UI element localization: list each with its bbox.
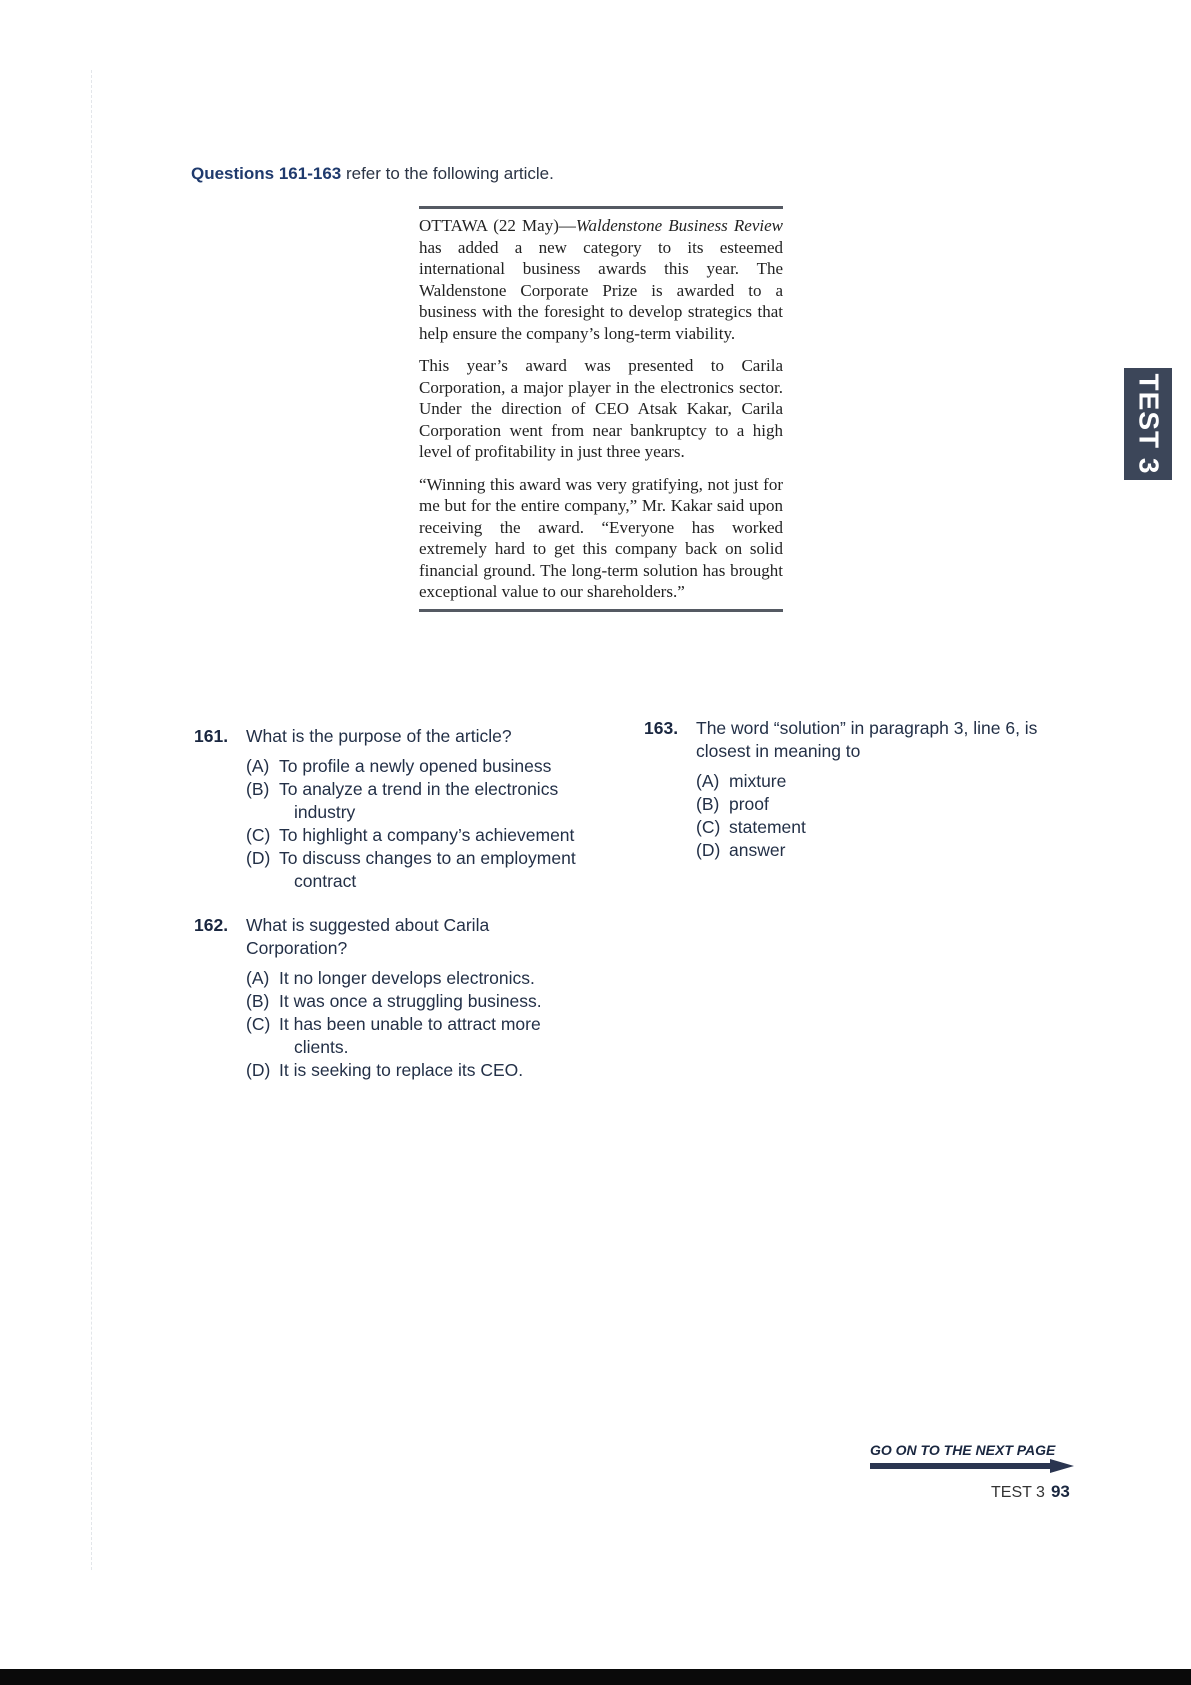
option-text: mixture — [729, 771, 787, 791]
option-text: It is seeking to replace its CEO. — [279, 1060, 524, 1080]
question-number: 163. — [644, 718, 679, 738]
answer-options — [696, 770, 1084, 862]
answer-option[interactable] — [696, 839, 1084, 862]
intro-text: refer to the following article. — [341, 164, 554, 183]
answer-options — [246, 967, 594, 1082]
option-label: (A) — [246, 968, 270, 988]
option-label: (B) — [246, 991, 270, 1011]
question-number: 161. — [194, 726, 229, 746]
answer-options — [246, 755, 614, 893]
answer-option[interactable] — [246, 847, 614, 893]
next-page-arrow-icon — [870, 1459, 1074, 1473]
answer-option[interactable] — [246, 967, 594, 990]
footer-test-label: TEST 3 — [991, 1484, 1045, 1501]
answer-option[interactable] — [246, 990, 594, 1013]
option-text: To discuss changes to an employment contract — [279, 848, 576, 891]
article — [419, 206, 783, 612]
answer-option[interactable] — [246, 1013, 594, 1059]
article-publication: Waldenstone Business Review — [575, 216, 783, 235]
test-side-tab — [1124, 368, 1172, 480]
question-stem: What is the purpose of the article? — [246, 726, 512, 746]
article-paragraph-2: This year’s award was presented to Carila Corporation, a major player in the electronics sector. Under the direction of CEO Atsak Kakar, Carila Corporation went from near bankruptcy to a high level of profitability in just three years. — [419, 356, 783, 461]
go-on-next-page-label: GO ON TO THE NEXT PAGE — [870, 1442, 1056, 1458]
page-footer — [991, 1482, 1070, 1502]
option-text: statement — [729, 817, 806, 837]
option-text: To analyze a trend in the electronics industry — [279, 779, 559, 822]
answer-option[interactable] — [246, 755, 614, 778]
article-p1-text: has added a new category to its esteemed international business awards this year. The Waldenstone Corporate Prize is awarded to a business with the foresight to develop strategics that help ensure the company’s long-term viability. — [419, 237, 783, 343]
option-label: (A) — [696, 771, 720, 791]
option-label: (D) — [696, 840, 721, 860]
question-162 — [194, 914, 594, 1082]
option-text: To highlight a company’s achievement — [279, 825, 575, 845]
option-label: (C) — [246, 1014, 271, 1034]
option-label: (B) — [696, 794, 720, 814]
option-text: It has been unable to attract more clients. — [279, 1014, 541, 1057]
answer-option[interactable] — [696, 793, 1084, 816]
answer-option[interactable] — [696, 770, 1084, 793]
article-paragraph-1 — [419, 215, 783, 344]
option-text: It no longer develops electronics. — [279, 968, 535, 988]
article-dateline: OTTAWA (22 May)— — [419, 216, 576, 235]
question-stem: The word “solution” in paragraph 3, line 6, is closest in meaning to — [696, 718, 1038, 761]
answer-option[interactable] — [696, 816, 1084, 839]
question-number: 162. — [194, 915, 229, 935]
question-stem: What is suggested about Carila Corporation? — [246, 915, 490, 958]
option-text: proof — [729, 794, 769, 814]
answer-option[interactable] — [246, 1059, 594, 1082]
question-163 — [644, 717, 1084, 862]
option-text: answer — [729, 840, 786, 860]
option-label: (C) — [246, 825, 271, 845]
page-number: 93 — [1050, 1482, 1070, 1501]
option-label: (A) — [246, 756, 270, 776]
option-label: (D) — [246, 1060, 271, 1080]
question-161 — [194, 725, 614, 893]
option-label: (B) — [246, 779, 270, 799]
answer-option[interactable] — [246, 824, 614, 847]
option-label: (D) — [246, 848, 271, 868]
article-paragraph-3: “Winning this award was very gratifying, not just for me but for the entire company,” Mr. Kakar said upon receiving the award. “Everyone has worked extremely hard to get this company back on solid financial ground. The long-term solution has brought exceptional value to our shareholders.” — [419, 474, 783, 601]
option-label: (C) — [696, 817, 721, 837]
scan-bottom-edge — [0, 1669, 1191, 1685]
option-text: It was once a struggling business. — [279, 991, 542, 1011]
page-edge — [91, 70, 92, 1570]
answer-option[interactable] — [246, 778, 614, 824]
questions-range: Questions 161-163 — [191, 164, 342, 183]
section-intro — [191, 164, 554, 184]
option-text: To profile a newly opened business — [279, 756, 552, 776]
test-side-tab-label: TEST 3 — [1133, 373, 1165, 475]
